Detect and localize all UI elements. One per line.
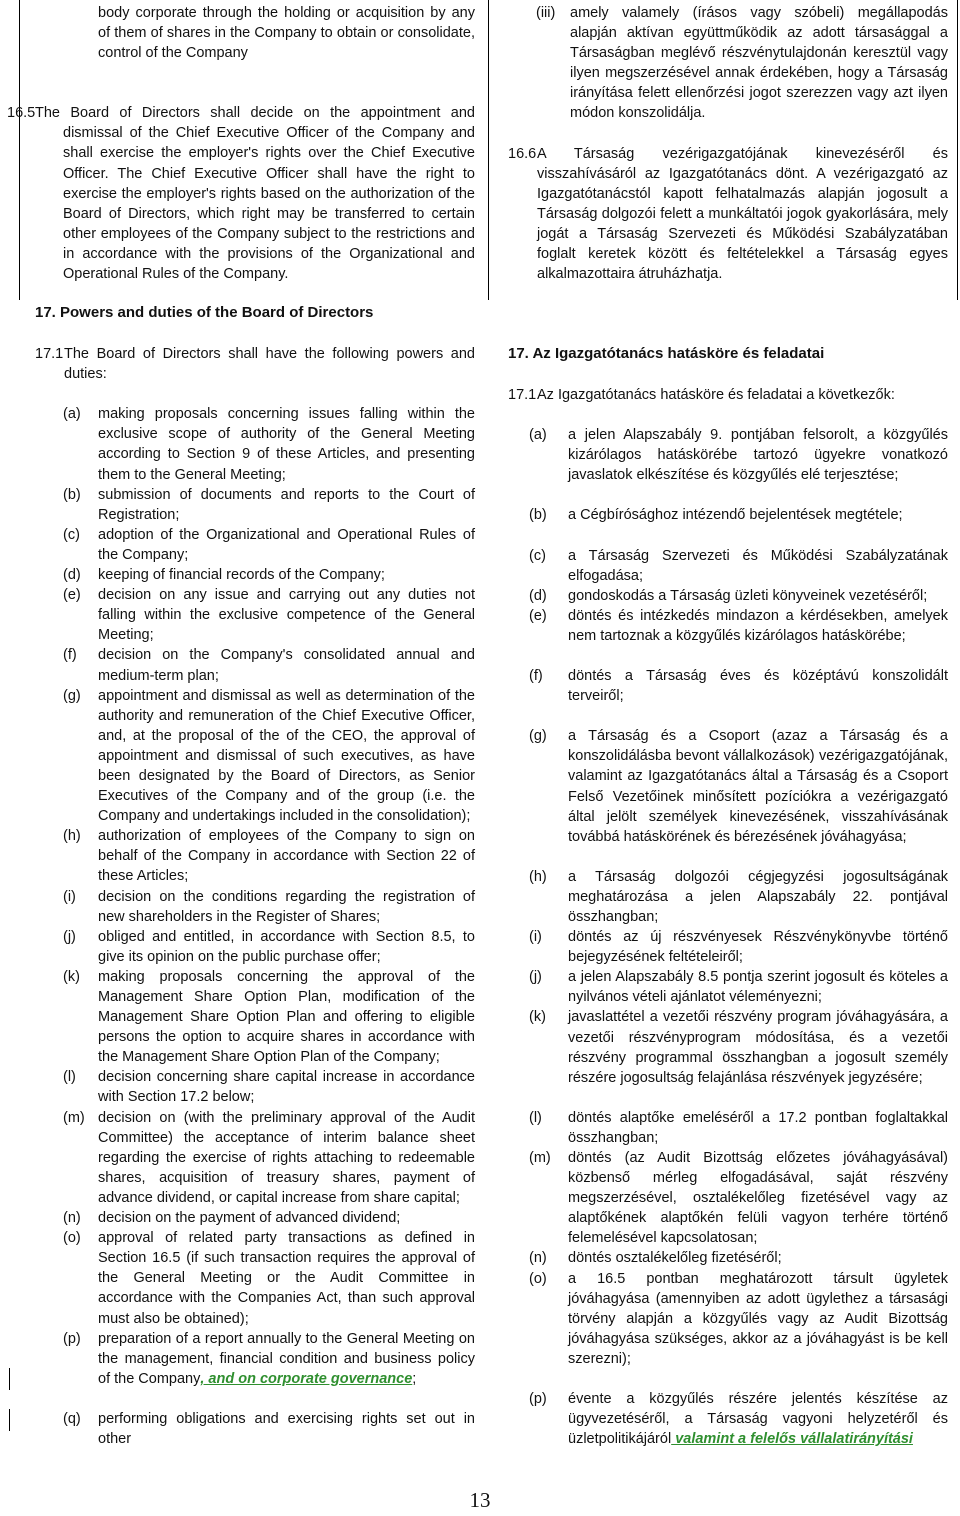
english-column-top (7, 3, 475, 284)
list-item (63, 686, 475, 827)
list-item-tail: ; (412, 1370, 417, 1387)
list-item-label: (h) (529, 868, 547, 885)
list-item (63, 887, 475, 927)
list-item (63, 404, 475, 484)
list-item-text (98, 1208, 475, 1228)
inserted-text: valamint a felelős vállalatirányítási (671, 1431, 913, 1448)
list-item-text (98, 887, 475, 927)
list-item-label: (h) (63, 828, 81, 845)
list-item-body: döntés osztalékelőleg fizetéséről; (568, 1250, 782, 1267)
hungarian-column-top (508, 3, 948, 284)
list-item (63, 1329, 475, 1389)
list-item-text (568, 606, 948, 646)
list-item (529, 1269, 948, 1369)
list-item-text (98, 927, 475, 967)
list-item-body: döntés és intézkedés mindazon a kérdésekben, amelyek nem tartoznak a közgyűlés kizárólagos hatáskörébe; (568, 607, 948, 644)
list-item-label: (b) (529, 507, 547, 524)
list-item-body: decision on the conditions regarding the registration of new shareholders in the Register of Shares; (98, 888, 475, 925)
hu-section-17-heading: 17. Az Igazgatótanács hatásköre és feladatai (508, 345, 825, 362)
list-item-label: (j) (63, 928, 76, 945)
list-item (529, 1007, 948, 1087)
list-item (529, 505, 948, 525)
list-item-text (568, 1269, 948, 1369)
list-item-body: javaslattétel a vezetői részvény program jóváhagyására, a vezetői részvényprogram módosítása, és a vezetői részvény programmal összhangban a jogosult személy részére jogosultság felajánlása részvények jegyzésére; (568, 1009, 948, 1086)
list-item (63, 1208, 475, 1228)
list-item-label: (c) (529, 547, 546, 564)
list-item-text (568, 586, 948, 606)
list-item-label: (c) (63, 526, 80, 543)
table-border-left (19, 0, 20, 300)
list-item-text (98, 1329, 475, 1389)
list-item-text (98, 686, 475, 827)
hu-section-text: A Társaság vezérigazgatójának kinevezéséről és visszahívásáról az Igazgatótanács dönt. A vezérigazgató az Igazgatótanácstól kapott felhatalmazás alapján jogosult a Társaság dolgozói felett a munkáltatói jogok gyakorlására, mely jogát a Társaság Szervezeti és Működési Szabályzatában foglalt keretek között és feltételekkel a Társaság egyes alkalmazottaira átruházhatja. (537, 145, 948, 283)
hu-section-16-6 (508, 144, 948, 285)
list-item-text (98, 1108, 475, 1208)
list-item-label: (n) (63, 1210, 81, 1227)
list-item-body: making proposals concerning the approval of the Management Share Option Plan, modification of the Management Share Option Plan and offering to eligible persons the option to acquire shares in accordance with the Management Share Option Plan of the Company; (98, 968, 475, 1066)
hungarian-column-main (508, 344, 948, 1449)
en-list (63, 404, 475, 1449)
en-section-17-1 (35, 344, 475, 384)
list-item-body: döntés az új részvényesek Részvénykönyvbe történő bejegyzésének feltételeiről; (568, 929, 948, 966)
list-item-text (568, 1248, 948, 1268)
list-item-label: (e) (63, 587, 81, 604)
list-item (63, 485, 475, 525)
list-item (529, 867, 948, 927)
list-item-text (98, 404, 475, 484)
list-item-body: making proposals concerning issues falling within the exclusive scope of authority of the General Meeting according to Section 9 of these Articles, and presenting them to the General Meeting; (98, 406, 475, 483)
list-item-body: a Társaság dolgozói cégjegyzési jogosultságának meghatározása a jelen Alapszabály 22. pontjával összhangban; (568, 868, 948, 925)
list-item-label: (g) (529, 728, 547, 745)
list-item-label: (b) (63, 486, 81, 503)
list-item-body: submission of documents and reports to the Court of Registration; (98, 486, 475, 523)
list-item-body: approval of related party transactions as defined in Section 16.5 (if such transaction requires the approval of the General Meeting or the Audit Committee in accordance with the Companies Act, than such approval must also be obtained); (98, 1230, 475, 1327)
list-item-label: (e) (529, 607, 547, 624)
list-item (63, 1108, 475, 1208)
hu-section-17-1 (508, 385, 948, 405)
list-item-label: (p) (63, 1330, 81, 1347)
list-item (63, 967, 475, 1067)
en-top-text: body corporate through the holding or acquisition by any of them of shares in the Company to obtain or consolidate, control of the Company (98, 5, 475, 62)
list-item-text (98, 826, 475, 886)
list-item-label: (q) (63, 1410, 81, 1427)
list-item (529, 425, 948, 485)
list-item (529, 967, 948, 1007)
list-item-text (568, 867, 948, 927)
en-section-number: 17.1 (35, 346, 64, 363)
list-item-label: (p) (529, 1391, 547, 1408)
en-section-17-heading: 17. Powers and duties of the Board of Directors (35, 304, 374, 321)
list-item (529, 546, 948, 586)
english-column-main (35, 303, 475, 1449)
list-item-body: évente a közgyűlés részére jelentés készítése az ügyvezetéséről, a Társaság vagyoni helyzetéről és üzletpolitikájáról (568, 1391, 948, 1448)
list-item (529, 606, 948, 646)
list-item-body: a 16.5 pontban meghatározott társult ügyletek jóváhagyása (amennyiben az adott ügylethez a társasági törvény alapján a közgyűlés vagy az Audit Bizottság jóváhagyása szükséges, akkor az a jóváhagyást is be kell szerezni); (568, 1270, 948, 1367)
list-item (63, 525, 475, 565)
list-item-label: (d) (63, 567, 81, 584)
list-item-body: döntés alaptőke emeléséről a 17.2 pontban foglaltakkal összhangban; (568, 1109, 948, 1146)
list-item-text (568, 1389, 948, 1449)
list-item (529, 726, 948, 847)
list-item-label: (n) (529, 1250, 547, 1267)
list-item-text (98, 1067, 475, 1107)
list-item (63, 927, 475, 967)
hu-list (529, 425, 948, 1449)
list-item-body: adoption of the Organizational and Operational Rules of the Company; (98, 526, 475, 563)
list-item-text (568, 546, 948, 586)
list-item-body: gondoskodás a Társaság üzleti könyveinek vezetéséről; (568, 587, 928, 604)
hu-top-item (536, 3, 948, 124)
list-item-text (568, 1148, 948, 1248)
list-item-body: döntés (az Audit Bizottság előzetes jóváhagyásával) közbenső mérleg elfogadásával, saját részvény megszerzésével, osztalékelőleg fizetésével vagy az alaptőkének alaptőkén felüli vagyon terhére történő felemelésével kapcsolatosan; (568, 1150, 948, 1247)
list-item-label: (d) (529, 587, 547, 604)
list-item-body: appointment and dismissal as well as determination of the authority and remuneration of the Chief Executive Officer, and, at the proposal of the of the CEO, the approval of appointment and dismissal of such executives, as have been designated by the Board of Directors, as Senior Executives of the Company and of the group (i.e. the Company and undertakings included in the consolidation); (98, 687, 475, 825)
list-item-body: a Társaság Szervezeti és Működési Szabályzatának elfogadása; (568, 547, 948, 584)
list-item-label: (g) (63, 687, 81, 704)
list-item-text (98, 565, 475, 585)
list-item (63, 1409, 475, 1449)
list-item-label: (j) (529, 969, 542, 986)
list-item-label: (l) (529, 1109, 542, 1126)
list-item (529, 1148, 948, 1248)
list-item (63, 1228, 475, 1328)
revision-bar (9, 1409, 10, 1431)
table-border-right (957, 0, 958, 300)
list-item (529, 1108, 948, 1148)
hu-section-text: Az Igazgatótanács hatásköre és feladatai a következők: (537, 387, 895, 404)
list-item-body: obliged and entitled, in accordance with Section 8.5, to give its opinion on the public purchase offer; (98, 928, 475, 965)
list-item-label: (i) (529, 929, 542, 946)
list-item (63, 826, 475, 886)
list-item-label: (a) (529, 427, 547, 444)
list-item-body: a jelen Alapszabály 9. pontjában felsorolt, a közgyűlés kizárólagos hatáskörébe tartozó ügyekre vonatkozó javaslatok elkészítése és közgyűlés elé terjesztése; (568, 427, 948, 484)
list-item-label: (k) (63, 968, 80, 985)
list-item-label: (i) (63, 888, 76, 905)
list-item-text (98, 645, 475, 685)
list-item-text (568, 726, 948, 847)
list-item (529, 927, 948, 967)
inserted-text: , and on corporate governance (200, 1370, 413, 1387)
list-item-label: (o) (529, 1270, 547, 1287)
hu-item-text: amely valamely (írásos vagy szóbeli) megállapodás alapján aktívan együttműködik az adott társasággal a Társaságban meglévő részvénytulajdonán keresztül vagy ilyen megszerzésével annak érdekében, hogy a Társaság irányítása felett ellenőrzési jogot szerezzen vagy azt ilyen módon konszolidálja. (570, 5, 948, 122)
list-item-text (98, 1409, 475, 1449)
list-item-text (568, 1108, 948, 1148)
list-item (63, 1067, 475, 1107)
en-section-number: 16.5 (7, 105, 36, 122)
list-item-text (98, 967, 475, 1067)
list-item-body: decision on (with the preliminary approval of the Audit Committee) the acceptance of interim balance sheet regarding the exercise of rights attaching to redeemable shares, acquisition of treasury shares, payment of advance dividend, or capital increase from share capital; (98, 1109, 475, 1206)
list-item-body: decision on the payment of advanced dividend; (98, 1210, 401, 1227)
table-border-middle (488, 0, 489, 300)
list-item-text (568, 425, 948, 485)
list-item-text (98, 1228, 475, 1328)
list-item-text (568, 666, 948, 706)
list-item-body: decision on any issue and carrying out any duties not falling within the exclusive competence of the General Meeting; (98, 587, 475, 644)
list-item (529, 666, 948, 706)
en-section-16-5 (7, 103, 475, 284)
revision-bar (9, 1368, 10, 1390)
list-item (529, 1389, 948, 1449)
list-item (529, 586, 948, 606)
list-item-text (568, 967, 948, 1007)
list-item-text (98, 525, 475, 565)
list-item-label: (f) (63, 647, 77, 664)
list-item-text (98, 485, 475, 525)
list-item-body: authorization of employees of the Company to sign on behalf of the Company in accordance with Section 22 of these Articles; (98, 828, 475, 885)
list-item-label: (m) (529, 1150, 551, 1166)
list-item-body: preparation of a report annually to the General Meeting on the management, financial condition and business policy of the Company (98, 1330, 475, 1387)
list-item-label: (o) (63, 1230, 81, 1247)
list-item-text (98, 585, 475, 645)
list-item-label: (a) (63, 406, 81, 423)
list-item-body: keeping of financial records of the Company; (98, 567, 385, 584)
list-item-body: decision concerning share capital increase in accordance with Section 17.2 below; (98, 1069, 475, 1106)
page-number: 13 (469, 1488, 491, 1512)
list-item-body: decision on the Company's consolidated annual and medium-term plan; (98, 647, 475, 684)
hu-item-label: (iii) (536, 5, 556, 21)
list-item-text (568, 505, 948, 525)
en-section-text: The Board of Directors shall have the following powers and duties: (64, 346, 475, 383)
list-item (63, 645, 475, 685)
list-item-body: performing obligations and exercising rights set out in other (98, 1410, 475, 1447)
hu-section-number: 16.6 (508, 145, 537, 162)
list-item-label: (m) (63, 1109, 85, 1126)
list-item-label: (l) (63, 1069, 76, 1086)
en-section-text: The Board of Directors shall decide on the appointment and dismissal of the Chief Executive Officer of the Company and shall exercise the employer's rights over the Chief Executive Officer. The Chief Executive Officer shall have the right to exercise the employer's rights based on the authorization of the Board of Directors, which right may be transferred to certain other employees of the Company subject to the restrictions and in accordance with the provisions of the Organizational and Operational Rules of the Company. (35, 105, 475, 283)
list-item (529, 1248, 948, 1268)
list-item-label: (f) (529, 668, 543, 685)
list-item-body: döntés a Társaság éves és középtávú konszolidált terveiről; (568, 668, 948, 705)
list-item-body: a Cégbírósághoz intézendő bejelentések megtétele; (568, 507, 903, 524)
list-item-body: a Társaság és a Csoport (azaz a Társaság és a konszolidálásba bevont vállalkozások) vezérigazgatójának, valamint az Igazgatótanács által a Társaság és a Csoport Felső Vezetőinek minősített pozíciókra a vezérigazgató által jelölt személyek kinevezésének, visszahívásának továbbá hatáskörének és bérezésének jóváhagyása; (568, 728, 948, 845)
list-item-body: a jelen Alapszabály 8.5 pontja szerint jogosult és köteles a nyilvános vételi ajánlatot véleményezni; (568, 969, 948, 1006)
list-item-text (568, 1007, 948, 1087)
list-item (63, 565, 475, 585)
hu-section-number: 17.1 (508, 387, 537, 404)
list-item-label: (k) (529, 1009, 546, 1026)
list-item-text (568, 927, 948, 967)
list-item (63, 585, 475, 645)
